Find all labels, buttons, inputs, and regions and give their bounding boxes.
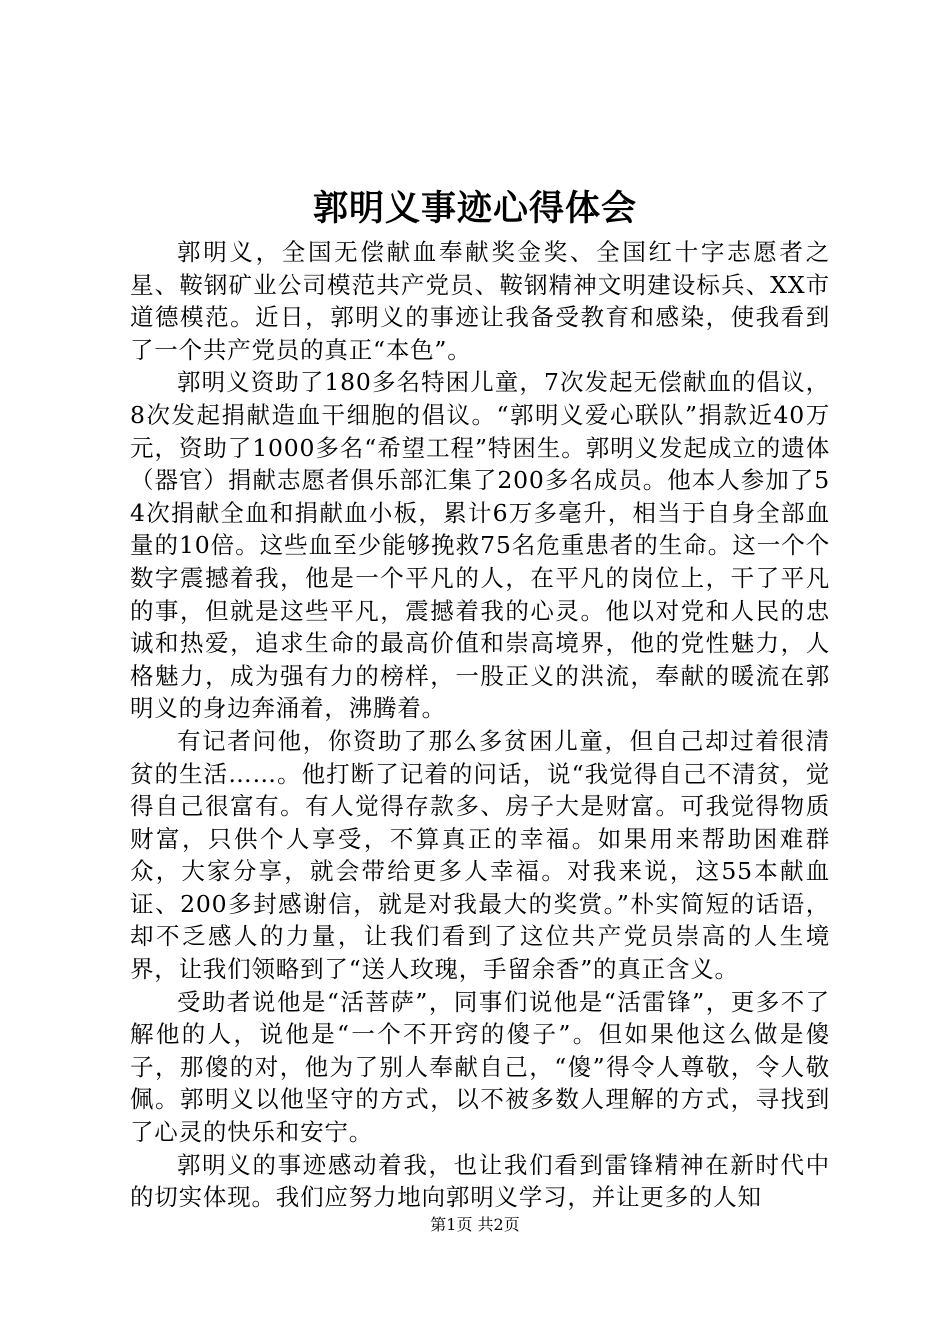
document-body: [130, 236, 830, 1214]
paragraph-donations: 郭明义资助了180多名特困儿童，7次发起无偿献血的倡议，8次发起捐献造血干细胞的倡议。“郭明义爱心联队”捐款近40万元，资助了1000多名“希望工程”特困生。郭明义发起成立的遗体（器官）捐献志愿者俱乐部汇集了200多名成员。他本人参加了54次捐献全血和捐献血小板，累计6万多毫升，相当于自身全部血量的10倍。这些血至少能够挽救75名危重患者的生命。这一个个数字震撼着我，他是一个平凡的人，在平凡的岗位上，干了平凡的事，但就是这些平凡，震撼着我的心灵。他以对党和人民的忠诚和热爱，追求生命的最高价值和崇高境界，他的党性魅力，人格魅力，成为强有力的榜样，一股正义的洪流，奉献的暖流在郭明义的身边奔涌着，沸腾着。: [130, 368, 830, 723]
document-title: 郭明义事迹心得体会: [312, 188, 637, 229]
paragraph-conclusion: 郭明义的事迹感动着我，也让我们看到雷锋精神在新时代中的切实体现。我们应努力地向郭明义学习，并让更多的人知: [130, 1150, 830, 1212]
paragraph-reputation: 受助者说他是“活菩萨”，同事们说他是“活雷锋”，更多不了解他的人，说他是“一个不开窍的傻子”。但如果他这么做是傻子，那傻的对，他为了别人奉献自己，“傻”得令人尊敬，令人敬佩。郭明义以他坚守的方式，以不被多数人理解的方式，寻找到了心灵的快乐和安宁。: [130, 987, 830, 1147]
paragraph-interview: 有记者问他，你资助了那么多贫困儿童，但自己却过着很清贫的生活……。他打断了记着的问话，说“我觉得自己不清贫，觉得自己很富有。有人觉得存款多、房子大是财富。可我觉得物质财富，只供个人享受，不算真正的幸福。如果用来帮助困难群众，大家分享，就会带给更多人幸福。对我来说，这55本献血证、200多封感谢信，就是对我最大的奖赏。”朴实简短的话语，却不乏感人的力量，让我们看到了这位共产党员崇高的人生境界，让我们领略到了“送人玫瑰，手留余香”的真正含义。: [130, 726, 830, 984]
page-footer: 第1页 共2页: [430, 1215, 520, 1234]
paragraph-intro: 郭明义，全国无偿献血奉献奖金奖、全国红十字志愿者之星、鞍钢矿业公司模范共产党员、鞍钢精神文明建设标兵、XX市道德模范。近日，郭明义的事迹让我备受教育和感染，使我看到了一个共产党员的真正“本色”。: [130, 238, 830, 364]
